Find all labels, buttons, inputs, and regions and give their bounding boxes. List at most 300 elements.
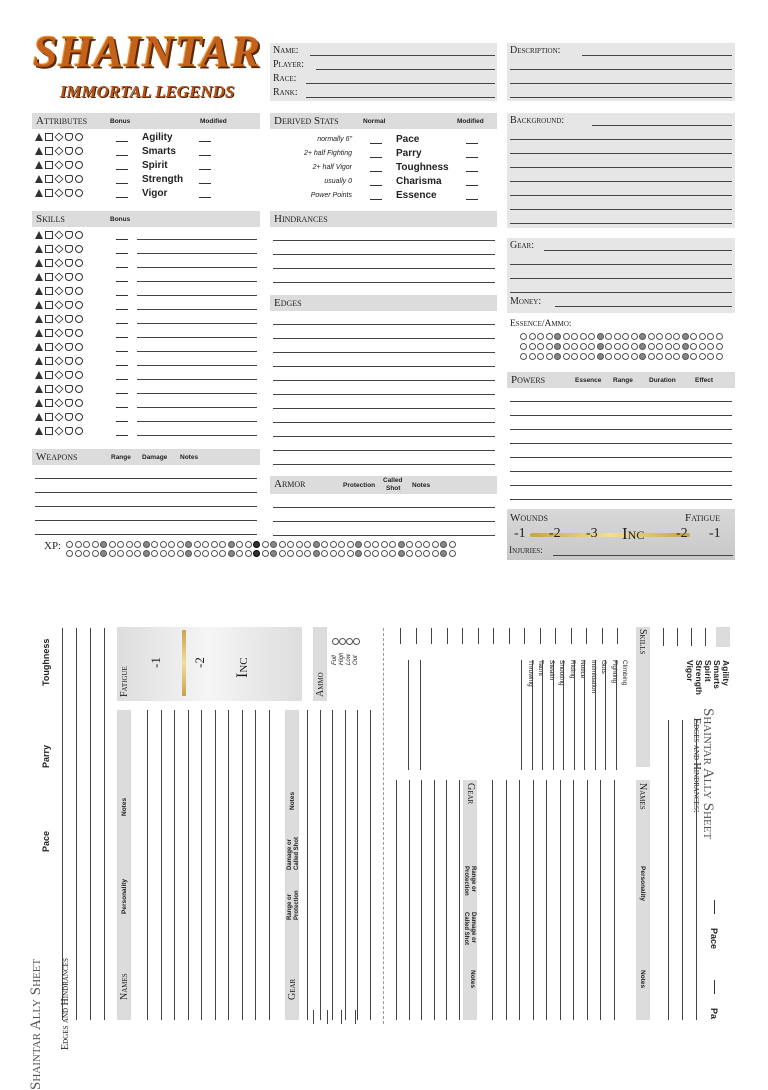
essence-circle[interactable] <box>639 353 646 360</box>
d10-icon[interactable] <box>65 273 73 281</box>
essence-circle[interactable] <box>673 343 680 350</box>
ally-skill-line[interactable] <box>521 660 522 770</box>
essence-circle[interactable] <box>716 333 723 340</box>
d6-icon[interactable] <box>45 301 53 309</box>
ally-skill-die-line[interactable] <box>478 628 479 644</box>
essence-circle[interactable] <box>665 353 672 360</box>
ally-attr-line[interactable] <box>663 628 664 646</box>
ally-left-line[interactable] <box>90 628 91 1020</box>
xp-circle[interactable] <box>270 550 277 557</box>
d6-icon[interactable] <box>45 287 53 295</box>
ally-name-line[interactable] <box>560 780 561 1020</box>
d12-icon[interactable] <box>75 245 83 253</box>
d6-icon[interactable] <box>45 357 53 365</box>
d4-icon[interactable] <box>35 371 43 379</box>
ally-name-line[interactable] <box>546 780 547 1020</box>
xp-circle[interactable] <box>219 541 226 548</box>
xp-circle[interactable] <box>338 541 345 548</box>
essence-circle[interactable] <box>529 333 536 340</box>
d12-icon[interactable] <box>75 287 83 295</box>
attribute-bonus-blank[interactable] <box>116 141 128 142</box>
xp-circle[interactable] <box>287 550 294 557</box>
xp-circle[interactable] <box>236 541 243 548</box>
skill-name-line[interactable] <box>137 393 257 394</box>
xp-circle[interactable] <box>151 541 158 548</box>
xp-circle[interactable] <box>253 550 260 557</box>
d12-icon[interactable] <box>75 357 83 365</box>
essence-circle[interactable] <box>690 333 697 340</box>
xp-circle[interactable] <box>211 541 218 548</box>
xp-circle[interactable] <box>364 541 371 548</box>
gear-line[interactable] <box>510 278 732 279</box>
ally-name-line-left[interactable] <box>242 710 243 1020</box>
ally-skill-line[interactable] <box>420 660 421 770</box>
ally-skill-die-line[interactable] <box>400 628 401 644</box>
d8-icon[interactable] <box>54 384 63 393</box>
derived-modified-blank[interactable] <box>466 143 478 144</box>
d6-icon[interactable] <box>45 273 53 281</box>
background-line[interactable] <box>592 125 732 126</box>
ally-name-line-left[interactable] <box>147 710 148 1020</box>
skill-bonus-blank[interactable] <box>116 365 128 366</box>
xp-circle[interactable] <box>117 550 124 557</box>
ally-gear-line[interactable] <box>396 780 397 1020</box>
xp-circle[interactable] <box>134 550 141 557</box>
derived-normal-blank[interactable] <box>370 185 382 186</box>
ally-left-line[interactable] <box>62 628 63 1020</box>
power-line[interactable] <box>510 457 732 458</box>
essence-circle[interactable] <box>707 333 714 340</box>
xp-circle[interactable] <box>330 541 337 548</box>
skill-name-line[interactable] <box>137 295 257 296</box>
skill-name-line[interactable] <box>137 435 257 436</box>
essence-circle[interactable] <box>571 343 578 350</box>
ally-gear-line[interactable] <box>446 780 447 1020</box>
description-line[interactable] <box>510 83 732 84</box>
essence-circle[interactable] <box>563 343 570 350</box>
wound-minus-3[interactable]: -3 <box>586 526 598 541</box>
essence-circle[interactable] <box>588 333 595 340</box>
ally-fatigue-minus1[interactable]: -1 <box>148 657 163 668</box>
ally-gear-line-left[interactable] <box>307 710 308 1020</box>
ally-name-line-left[interactable] <box>228 710 229 1020</box>
skill-name-line[interactable] <box>137 337 257 338</box>
xp-circle[interactable] <box>219 550 226 557</box>
xp-circle[interactable] <box>160 541 167 548</box>
d12-icon[interactable] <box>75 427 83 435</box>
essence-circle[interactable] <box>682 333 689 340</box>
xp-circle[interactable] <box>279 550 286 557</box>
d6-icon[interactable] <box>45 147 53 155</box>
essence-circle[interactable] <box>699 343 706 350</box>
d4-icon[interactable] <box>35 259 43 267</box>
d8-icon[interactable] <box>54 146 63 155</box>
essence-circle[interactable] <box>682 343 689 350</box>
d12-icon[interactable] <box>75 301 83 309</box>
d4-icon[interactable] <box>35 427 43 435</box>
skill-bonus-blank[interactable] <box>116 323 128 324</box>
xp-circle[interactable] <box>126 550 133 557</box>
skill-bonus-blank[interactable] <box>116 435 128 436</box>
xp-circle[interactable] <box>423 541 430 548</box>
d12-icon[interactable] <box>75 147 83 155</box>
power-line[interactable] <box>510 429 732 430</box>
xp-circle[interactable] <box>406 550 413 557</box>
ally-skill-die-line[interactable] <box>571 628 572 644</box>
d8-icon[interactable] <box>54 314 63 323</box>
ally-left-line[interactable] <box>104 628 105 1020</box>
d8-icon[interactable] <box>54 426 63 435</box>
ally-name-line-left[interactable] <box>201 710 202 1020</box>
ally-skill-line[interactable] <box>605 660 606 770</box>
skill-bonus-blank[interactable] <box>116 407 128 408</box>
ally-name-line-left[interactable] <box>188 710 189 1020</box>
d6-icon[interactable] <box>45 231 53 239</box>
skill-bonus-blank[interactable] <box>116 393 128 394</box>
xp-circle[interactable] <box>262 541 269 548</box>
xp-circle[interactable] <box>449 550 456 557</box>
edge-line[interactable] <box>273 380 495 381</box>
d6-icon[interactable] <box>45 399 53 407</box>
d4-icon[interactable] <box>35 189 43 197</box>
d8-icon[interactable] <box>54 342 63 351</box>
ally-gear-line-left[interactable] <box>332 710 333 1020</box>
xp-circle[interactable] <box>202 550 209 557</box>
power-line[interactable] <box>510 485 732 486</box>
injuries-field[interactable] <box>553 555 733 556</box>
d12-icon[interactable] <box>75 161 83 169</box>
d6-icon[interactable] <box>45 385 53 393</box>
ally-name-line-left[interactable] <box>161 710 162 1020</box>
xp-circle[interactable] <box>364 550 371 557</box>
xp-circle[interactable] <box>279 541 286 548</box>
skill-bonus-blank[interactable] <box>116 281 128 282</box>
essence-circle[interactable] <box>690 343 697 350</box>
xp-circle[interactable] <box>134 541 141 548</box>
essence-circle[interactable] <box>546 343 553 350</box>
d6-icon[interactable] <box>45 329 53 337</box>
essence-circle[interactable] <box>699 353 706 360</box>
power-line[interactable] <box>510 443 732 444</box>
ally-edge-line[interactable] <box>696 720 697 1020</box>
attribute-modified-blank[interactable] <box>199 197 211 198</box>
essence-circle[interactable] <box>520 333 527 340</box>
xp-circle[interactable] <box>185 550 192 557</box>
edge-line[interactable] <box>273 394 495 395</box>
xp-circle[interactable] <box>372 541 379 548</box>
ally-ammo-circle[interactable] <box>353 638 360 645</box>
rank-field[interactable] <box>306 97 495 98</box>
essence-circle[interactable] <box>605 353 612 360</box>
xp-circle[interactable] <box>262 550 269 557</box>
essence-circle[interactable] <box>571 333 578 340</box>
skill-bonus-blank[interactable] <box>116 379 128 380</box>
derived-modified-blank[interactable] <box>466 171 478 172</box>
incapacitated-marker[interactable]: Inc <box>622 524 645 543</box>
d12-icon[interactable] <box>75 371 83 379</box>
d6-icon[interactable] <box>45 245 53 253</box>
xp-circle[interactable] <box>440 550 447 557</box>
skill-name-line[interactable] <box>137 365 257 366</box>
ally-edge-line[interactable] <box>682 720 683 1020</box>
d4-icon[interactable] <box>35 147 43 155</box>
xp-circle[interactable] <box>83 550 90 557</box>
edge-line[interactable] <box>273 324 495 325</box>
derived-modified-blank[interactable] <box>466 185 478 186</box>
ally-skill-die-line[interactable] <box>493 628 494 644</box>
d8-icon[interactable] <box>54 132 63 141</box>
ally-skill-die-line[interactable] <box>586 628 587 644</box>
derived-normal-blank[interactable] <box>370 143 382 144</box>
d10-icon[interactable] <box>65 371 73 379</box>
xp-circle[interactable] <box>432 550 439 557</box>
attribute-modified-blank[interactable] <box>199 141 211 142</box>
ally-gear-line-left[interactable] <box>320 710 321 1020</box>
d8-icon[interactable] <box>54 300 63 309</box>
essence-circle[interactable] <box>665 343 672 350</box>
description-line[interactable] <box>582 55 732 56</box>
background-line[interactable] <box>510 223 732 224</box>
ally-gear-line-left[interactable] <box>370 710 371 1020</box>
d10-icon[interactable] <box>65 385 73 393</box>
essence-circle[interactable] <box>580 353 587 360</box>
d6-icon[interactable] <box>45 427 53 435</box>
xp-circle[interactable] <box>355 550 362 557</box>
d10-icon[interactable] <box>65 413 73 421</box>
xp-circle[interactable] <box>245 550 252 557</box>
skill-bonus-blank[interactable] <box>116 309 128 310</box>
xp-circle[interactable] <box>168 541 175 548</box>
essence-circle[interactable] <box>580 333 587 340</box>
d6-icon[interactable] <box>45 259 53 267</box>
xp-circle[interactable] <box>66 541 73 548</box>
weapon-line[interactable] <box>35 506 257 507</box>
d6-icon[interactable] <box>45 189 53 197</box>
d8-icon[interactable] <box>54 328 63 337</box>
d12-icon[interactable] <box>75 175 83 183</box>
xp-circle[interactable] <box>338 550 345 557</box>
background-line[interactable] <box>510 209 732 210</box>
power-line[interactable] <box>510 471 732 472</box>
background-line[interactable] <box>510 181 732 182</box>
attribute-bonus-blank[interactable] <box>116 155 128 156</box>
weapon-line[interactable] <box>35 478 257 479</box>
d10-icon[interactable] <box>65 329 73 337</box>
xp-circle[interactable] <box>304 541 311 548</box>
ally-name-line-left[interactable] <box>174 710 175 1020</box>
essence-circle[interactable] <box>537 333 544 340</box>
race-field[interactable] <box>306 83 495 84</box>
ally-incapacitated[interactable]: Inc <box>234 657 251 678</box>
d12-icon[interactable] <box>75 413 83 421</box>
d6-icon[interactable] <box>45 413 53 421</box>
xp-circle[interactable] <box>381 541 388 548</box>
essence-circle[interactable] <box>597 353 604 360</box>
attribute-bonus-blank[interactable] <box>116 197 128 198</box>
ally-gear-tick[interactable] <box>327 1010 328 1024</box>
ally-skill-line[interactable] <box>542 660 543 770</box>
xp-circle[interactable] <box>202 541 209 548</box>
ally-skill-die-line[interactable] <box>617 628 618 644</box>
gear-line[interactable] <box>544 250 732 251</box>
player-field[interactable] <box>316 69 495 70</box>
d6-icon[interactable] <box>45 175 53 183</box>
d8-icon[interactable] <box>54 244 63 253</box>
xp-circle[interactable] <box>296 541 303 548</box>
essence-circle[interactable] <box>520 343 527 350</box>
xp-circle[interactable] <box>398 550 405 557</box>
skill-name-line[interactable] <box>137 421 257 422</box>
ally-skill-line[interactable] <box>584 660 585 770</box>
ally-skill-line[interactable] <box>553 660 554 770</box>
hindrance-line[interactable] <box>273 268 495 269</box>
essence-circle[interactable] <box>716 353 723 360</box>
d12-icon[interactable] <box>75 231 83 239</box>
d8-icon[interactable] <box>54 272 63 281</box>
ally-skill-die-line[interactable] <box>431 628 432 644</box>
essence-circle[interactable] <box>648 343 655 350</box>
attribute-modified-blank[interactable] <box>199 169 211 170</box>
d4-icon[interactable] <box>35 315 43 323</box>
essence-circle[interactable] <box>682 353 689 360</box>
essence-circle[interactable] <box>673 353 680 360</box>
power-line[interactable] <box>510 415 732 416</box>
skill-bonus-blank[interactable] <box>116 295 128 296</box>
ally-skill-die-line[interactable] <box>602 628 603 644</box>
d4-icon[interactable] <box>35 161 43 169</box>
xp-circle[interactable] <box>177 550 184 557</box>
essence-circle[interactable] <box>554 343 561 350</box>
ally-skill-line[interactable] <box>595 660 596 770</box>
essence-circle[interactable] <box>563 353 570 360</box>
d10-icon[interactable] <box>65 147 73 155</box>
ally-attr-line[interactable] <box>691 628 692 646</box>
essence-circle[interactable] <box>605 343 612 350</box>
xp-circle[interactable] <box>330 550 337 557</box>
skill-name-line[interactable] <box>137 267 257 268</box>
d10-icon[interactable] <box>65 287 73 295</box>
xp-circle[interactable] <box>398 541 405 548</box>
skill-bonus-blank[interactable] <box>116 421 128 422</box>
background-line[interactable] <box>510 153 732 154</box>
edge-line[interactable] <box>273 450 495 451</box>
essence-circle[interactable] <box>546 353 553 360</box>
d8-icon[interactable] <box>54 160 63 169</box>
skill-name-line[interactable] <box>137 323 257 324</box>
attribute-modified-blank[interactable] <box>199 155 211 156</box>
essence-circle[interactable] <box>588 353 595 360</box>
ally-skill-line[interactable] <box>408 660 409 770</box>
money-field[interactable] <box>555 306 732 307</box>
d4-icon[interactable] <box>35 245 43 253</box>
xp-circle[interactable] <box>347 541 354 548</box>
skill-name-line[interactable] <box>137 253 257 254</box>
ally-ammo-circle[interactable] <box>332 638 339 645</box>
d8-icon[interactable] <box>54 188 63 197</box>
xp-circle[interactable] <box>160 550 167 557</box>
wound-minus-2[interactable]: -2 <box>549 526 561 541</box>
essence-circle[interactable] <box>656 333 663 340</box>
xp-circle[interactable] <box>117 541 124 548</box>
essence-circle[interactable] <box>563 333 570 340</box>
essence-circle[interactable] <box>571 353 578 360</box>
d8-icon[interactable] <box>54 286 63 295</box>
ally-ammo-circle[interactable] <box>339 638 346 645</box>
d4-icon[interactable] <box>35 273 43 281</box>
d4-icon[interactable] <box>35 413 43 421</box>
ally-name-line-left[interactable] <box>215 710 216 1020</box>
background-line[interactable] <box>510 195 732 196</box>
ally-gear-line[interactable] <box>434 780 435 1020</box>
fatigue-minus-1[interactable]: -1 <box>709 526 721 541</box>
essence-circle[interactable] <box>605 333 612 340</box>
power-line[interactable] <box>510 401 732 402</box>
d10-icon[interactable] <box>65 343 73 351</box>
essence-circle[interactable] <box>622 353 629 360</box>
xp-circle[interactable] <box>194 541 201 548</box>
essence-circle[interactable] <box>648 353 655 360</box>
hindrance-line[interactable] <box>273 254 495 255</box>
xp-circle[interactable] <box>92 550 99 557</box>
armor-line[interactable] <box>273 507 495 508</box>
description-line[interactable] <box>510 97 732 98</box>
d6-icon[interactable] <box>45 133 53 141</box>
xp-circle[interactable] <box>100 541 107 548</box>
xp-circle[interactable] <box>389 541 396 548</box>
essence-circle[interactable] <box>622 343 629 350</box>
xp-circle[interactable] <box>372 550 379 557</box>
essence-circle[interactable] <box>631 343 638 350</box>
skill-bonus-blank[interactable] <box>116 337 128 338</box>
ally-name-line[interactable] <box>573 780 574 1020</box>
xp-circle[interactable] <box>449 541 456 548</box>
d10-icon[interactable] <box>65 427 73 435</box>
d12-icon[interactable] <box>75 259 83 267</box>
essence-circle[interactable] <box>580 343 587 350</box>
essence-circle[interactable] <box>546 333 553 340</box>
d8-icon[interactable] <box>54 370 63 379</box>
attribute-bonus-blank[interactable] <box>116 183 128 184</box>
d4-icon[interactable] <box>35 133 43 141</box>
ally-skill-line[interactable] <box>574 660 575 770</box>
d10-icon[interactable] <box>65 259 73 267</box>
ally-skill-die-line[interactable] <box>462 628 463 644</box>
fatigue-minus-2[interactable]: -2 <box>676 526 688 541</box>
d10-icon[interactable] <box>65 133 73 141</box>
essence-circle[interactable] <box>614 333 621 340</box>
essence-circle[interactable] <box>597 333 604 340</box>
skill-name-line[interactable] <box>137 379 257 380</box>
essence-circle[interactable] <box>656 353 663 360</box>
xp-circle[interactable] <box>287 541 294 548</box>
d8-icon[interactable] <box>54 356 63 365</box>
ally-edge-line[interactable] <box>668 720 669 1020</box>
ally-name-line[interactable] <box>614 780 615 1020</box>
d4-icon[interactable] <box>35 399 43 407</box>
d4-icon[interactable] <box>35 329 43 337</box>
essence-circle[interactable] <box>537 343 544 350</box>
d8-icon[interactable] <box>54 174 63 183</box>
d8-icon[interactable] <box>54 258 63 267</box>
skill-name-line[interactable] <box>137 407 257 408</box>
xp-circle[interactable] <box>415 541 422 548</box>
xp-circle[interactable] <box>321 550 328 557</box>
xp-circle[interactable] <box>304 550 311 557</box>
xp-circle[interactable] <box>143 541 150 548</box>
description-line[interactable] <box>510 69 732 70</box>
essence-circle[interactable] <box>529 343 536 350</box>
d8-icon[interactable] <box>54 230 63 239</box>
